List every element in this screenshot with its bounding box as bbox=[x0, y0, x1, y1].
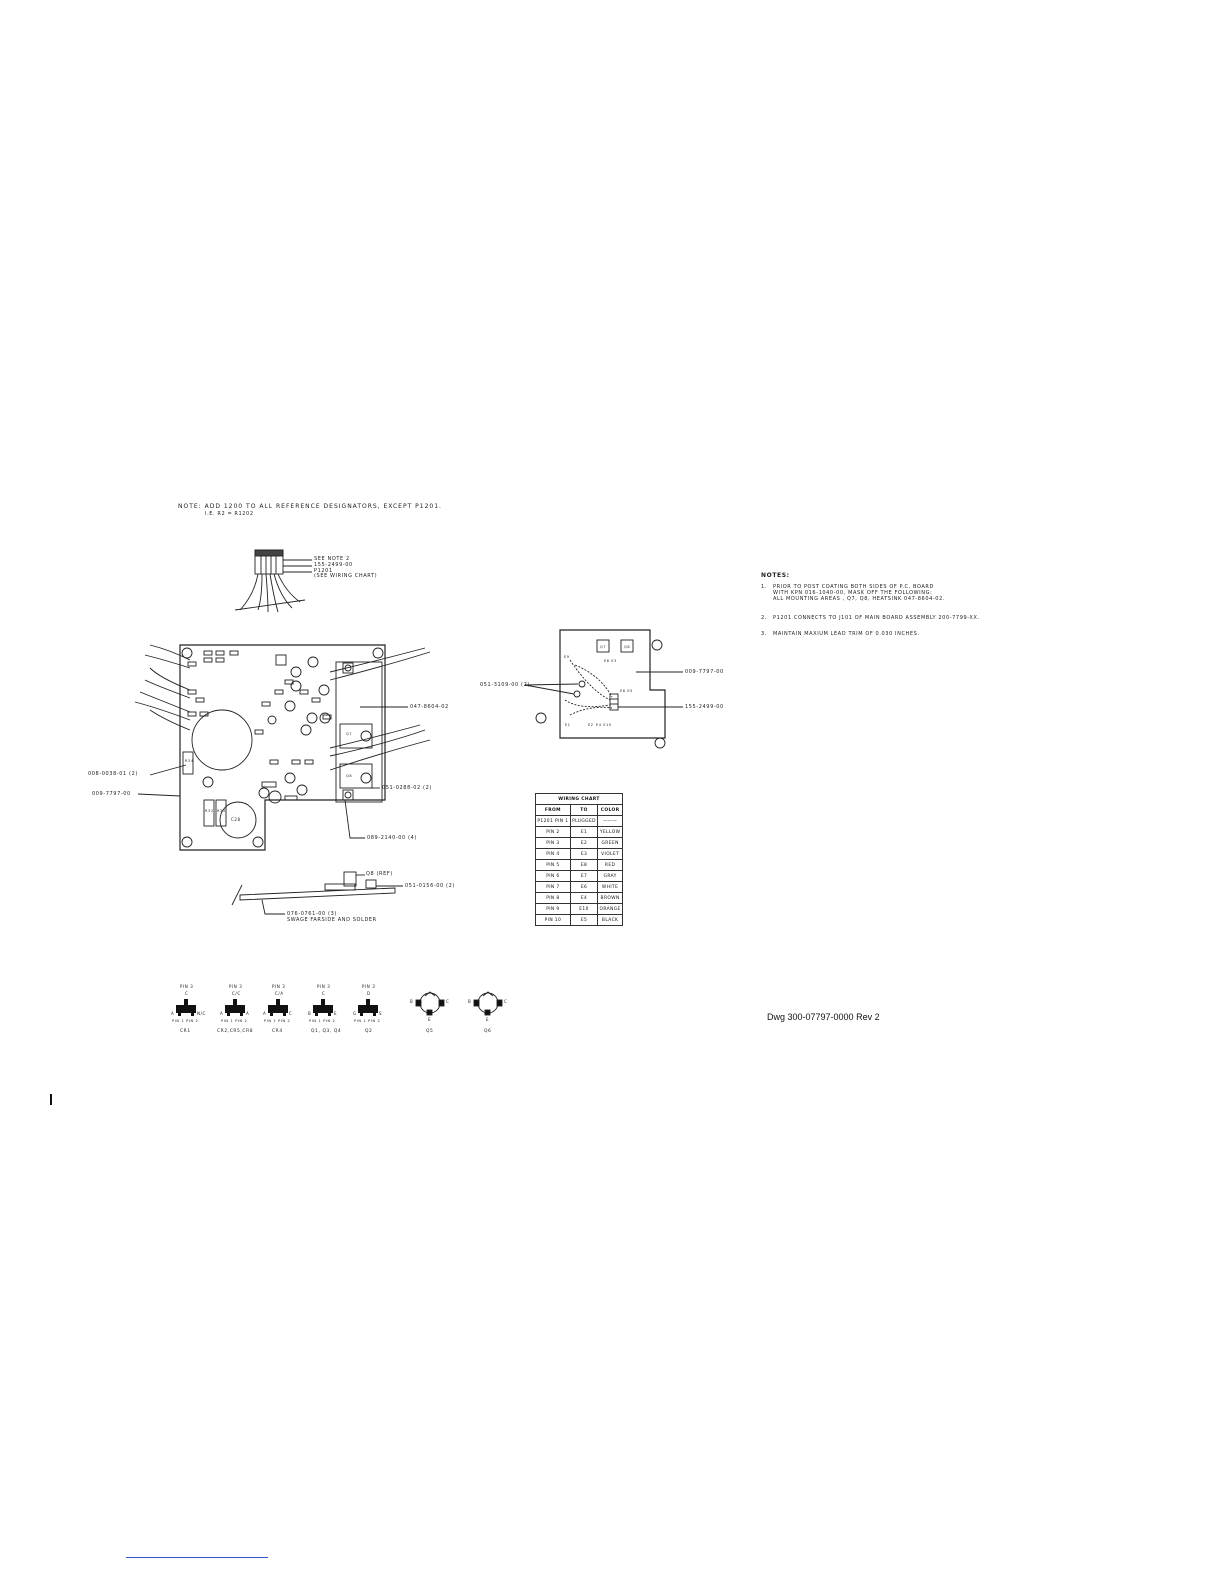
board-callout: 009-7797-00 bbox=[92, 791, 131, 797]
pinout-q1-name: Q1, Q3, Q4 bbox=[311, 1029, 342, 1034]
rear-q7-label: Q7 bbox=[600, 645, 607, 649]
table-row bbox=[536, 882, 623, 893]
r34-label: R34 bbox=[185, 759, 194, 763]
table-row bbox=[536, 915, 623, 926]
wiring-to: E4 bbox=[570, 893, 597, 904]
pinout-cr1-left: A bbox=[171, 1011, 175, 1016]
pinout-q1-right: E bbox=[334, 1011, 338, 1016]
note-2-number: 2. bbox=[761, 615, 767, 621]
pinout-cr4-left: A bbox=[263, 1011, 267, 1016]
connector-see-note: SEE NOTE 2 bbox=[314, 556, 350, 562]
screw-callout: 051-0288-02 (2) bbox=[382, 785, 432, 791]
pinout-q1-top: PIN 3 bbox=[317, 984, 331, 989]
q6-left-label: B bbox=[468, 999, 472, 1004]
wiring-color: RED bbox=[598, 860, 623, 871]
connector-see-chart: (SEE WIRING CHART) bbox=[314, 573, 378, 579]
pinout-cr2-pins: PIN 1 PIN 2 bbox=[221, 1019, 248, 1023]
wiring-to: E5 bbox=[570, 915, 597, 926]
pinout-cr1-top: PIN 3 bbox=[180, 984, 194, 989]
drawing-number: Dwg 300-07797-0000 Rev 2 bbox=[767, 1012, 880, 1022]
table-row bbox=[536, 904, 623, 915]
to-package-outlines bbox=[416, 992, 502, 1015]
q5-right-label: C bbox=[446, 999, 450, 1004]
wiring-from: PIN 4 bbox=[536, 849, 571, 860]
pinout-cr2-name: CR2,CR5,CR8 bbox=[217, 1029, 254, 1034]
wiring-col-from: FROM bbox=[536, 805, 571, 816]
reference-designator-note: NOTE: ADD 1200 TO ALL REFERENCE DESIGNATORS, EXCEPT P1201. bbox=[178, 503, 442, 510]
pinout-cr1-name: CR1 bbox=[180, 1029, 191, 1034]
rear-part-051-callout: 051-3109-00 (2) bbox=[480, 682, 530, 688]
q6-name: Q6 bbox=[484, 1029, 492, 1034]
standoff-callout: 089-2140-00 (4) bbox=[367, 835, 417, 841]
connector-assembly bbox=[235, 550, 312, 612]
table-row bbox=[536, 871, 623, 882]
pinout-cr2-right: A bbox=[246, 1011, 250, 1016]
table-row bbox=[536, 816, 623, 827]
q5-left-label: B bbox=[410, 999, 414, 1004]
wiring-to: E1 bbox=[570, 827, 597, 838]
c28-label: C28 bbox=[231, 817, 241, 822]
pinout-cr2-top: PIN 3 bbox=[229, 984, 243, 989]
heatsink-callout: 047-8604-02 bbox=[410, 704, 449, 710]
note-3-number: 3. bbox=[761, 631, 767, 637]
note-1-number: 1. bbox=[761, 584, 767, 590]
r32-label: R32 bbox=[205, 809, 214, 813]
connector-p1201-label: P1201 bbox=[314, 568, 333, 574]
wiring-chart-title: WIRING CHART bbox=[536, 794, 623, 805]
wiring-from: PIN 10 bbox=[536, 915, 571, 926]
table-row bbox=[536, 838, 623, 849]
swage-instruction: SWAGE FARSIDE AND SOLDER bbox=[287, 917, 377, 923]
note-1-line-1: PRIOR TO POST COATING BOTH SIDES OF P.C. BOARD bbox=[773, 584, 934, 590]
wiring-col-color: COLOR bbox=[598, 805, 623, 816]
pinout-cr4-mid: C/A bbox=[275, 991, 284, 996]
notes-heading: NOTES: bbox=[761, 572, 790, 579]
wiring-chart bbox=[535, 793, 623, 926]
table-row bbox=[536, 893, 623, 904]
pinout-cr4-right: C bbox=[289, 1011, 293, 1016]
rear-e1-label: E1 bbox=[565, 723, 571, 727]
q5-name: Q5 bbox=[426, 1029, 434, 1034]
note-1-line-3: ALL MOUNTING AREAS , Q7, Q8, HEATSINK 047-8604-02. bbox=[773, 596, 946, 602]
note-1-line-2: WITH KPN 016-1040-00, MASK OFF THE FOLLOWING: bbox=[773, 590, 933, 596]
wiring-color: BLACK bbox=[598, 915, 623, 926]
reference-designator-example: I.E. R2 = R1202 bbox=[205, 511, 254, 517]
q8-label: Q8 bbox=[346, 774, 353, 778]
rear-q8-label: Q8 bbox=[624, 645, 631, 649]
pinout-cr1-mid: C bbox=[185, 991, 189, 996]
wiring-to: E2 bbox=[570, 838, 597, 849]
rear-e8-e5-label: E8 E5 bbox=[620, 689, 633, 693]
wiring-color: GRAY bbox=[598, 871, 623, 882]
note-3-line-1: MAINTAIN MAXIUM LEAD TRIM OF 0.030 INCHES. bbox=[773, 631, 920, 637]
table-row bbox=[536, 849, 623, 860]
pinout-q1-left: B bbox=[308, 1011, 312, 1016]
wiring-from: PIN 2 bbox=[536, 827, 571, 838]
r33-label: R33 bbox=[217, 809, 226, 813]
wiring-from: P1201 PIN 1 bbox=[536, 816, 571, 827]
rear-board-callout: 009-7797-00 bbox=[685, 669, 724, 675]
connector-part-number: 155-2499-00 bbox=[314, 562, 353, 568]
wiring-to: E8 bbox=[570, 860, 597, 871]
wiring-from: PIN 8 bbox=[536, 893, 571, 904]
pinout-cr1-right: N/C bbox=[197, 1011, 206, 1016]
side-screw-callout: 051-0156-00 (2) bbox=[405, 883, 455, 889]
package-outlines bbox=[176, 999, 378, 1016]
rear-connector-callout: 155-2499-00 bbox=[685, 704, 724, 710]
part-008-callout: 008-0038-01 (2) bbox=[88, 771, 138, 777]
wiring-color: WHITE bbox=[598, 882, 623, 893]
pinout-cr2-mid: C/C bbox=[232, 991, 241, 996]
wiring-to: PLUGGED bbox=[570, 816, 597, 827]
pinout-q2-pins: PIN 1 PIN 2 bbox=[354, 1019, 381, 1023]
wiring-color: VIOLET bbox=[598, 849, 623, 860]
wiring-col-to: TO bbox=[570, 805, 597, 816]
wiring-to: E7 bbox=[570, 871, 597, 882]
wiring-from: PIN 3 bbox=[536, 838, 571, 849]
table-row bbox=[536, 827, 623, 838]
wiring-color: BROWN bbox=[598, 893, 623, 904]
pinout-cr1-pins: PIN 1 PIN 2 bbox=[172, 1019, 199, 1023]
pinout-cr4-top: PIN 3 bbox=[272, 984, 286, 989]
pinout-cr2-left: A bbox=[220, 1011, 224, 1016]
main-board-outline bbox=[135, 645, 430, 850]
rear-e4-e10-label: E4 E10 bbox=[596, 723, 612, 727]
wiring-color: ——— bbox=[598, 816, 623, 827]
wiring-from: PIN 7 bbox=[536, 882, 571, 893]
pinout-q2-top: PIN 3 bbox=[362, 984, 376, 989]
wiring-to: E3 bbox=[570, 849, 597, 860]
q8-ref-callout: Q8 (REF) bbox=[366, 871, 393, 877]
wiring-from: PIN 9 bbox=[536, 904, 571, 915]
footer-link-underline[interactable] bbox=[126, 1557, 268, 1558]
rear-e6-e3-label: E6 E3 bbox=[604, 659, 617, 663]
text-cursor-mark bbox=[50, 1094, 52, 1105]
rivet-callout: 076-0761-00 (3) bbox=[287, 911, 337, 917]
pinout-cr4-pins: PIN 1 PIN 2 bbox=[264, 1019, 291, 1023]
wiring-color: GREEN bbox=[598, 838, 623, 849]
pinout-q1-pins: PIN 1 PIN 2 bbox=[309, 1019, 336, 1023]
wiring-from: PIN 6 bbox=[536, 871, 571, 882]
table-row bbox=[536, 860, 623, 871]
pinout-cr4-name: CR4 bbox=[272, 1029, 283, 1034]
rear-e9-label: E9 bbox=[564, 655, 570, 659]
wiring-color: YELLOW bbox=[598, 827, 623, 838]
wiring-to: E10 bbox=[570, 904, 597, 915]
q6-right-label: C bbox=[504, 999, 508, 1004]
note-2-line-1: P1201 CONNECTS TO J101 OF MAIN BOARD ASSEMBLY 200-7799-XX. bbox=[773, 615, 980, 621]
wiring-color: ORANGE bbox=[598, 904, 623, 915]
side-view bbox=[232, 872, 403, 914]
pinout-q1-mid: C bbox=[322, 991, 326, 996]
pinout-q2-left: G bbox=[353, 1011, 357, 1016]
q7-label: Q7 bbox=[346, 732, 353, 736]
q6-bottom-label: E bbox=[486, 1017, 490, 1022]
pinout-q2-right: S bbox=[379, 1011, 383, 1016]
wiring-from: PIN 5 bbox=[536, 860, 571, 871]
q5-bottom-label: E bbox=[428, 1017, 432, 1022]
pinout-q2-mid: D bbox=[367, 991, 371, 996]
rear-e2-label: E2 bbox=[588, 723, 594, 727]
wiring-to: E6 bbox=[570, 882, 597, 893]
pinout-q2-name: Q2 bbox=[365, 1029, 373, 1034]
